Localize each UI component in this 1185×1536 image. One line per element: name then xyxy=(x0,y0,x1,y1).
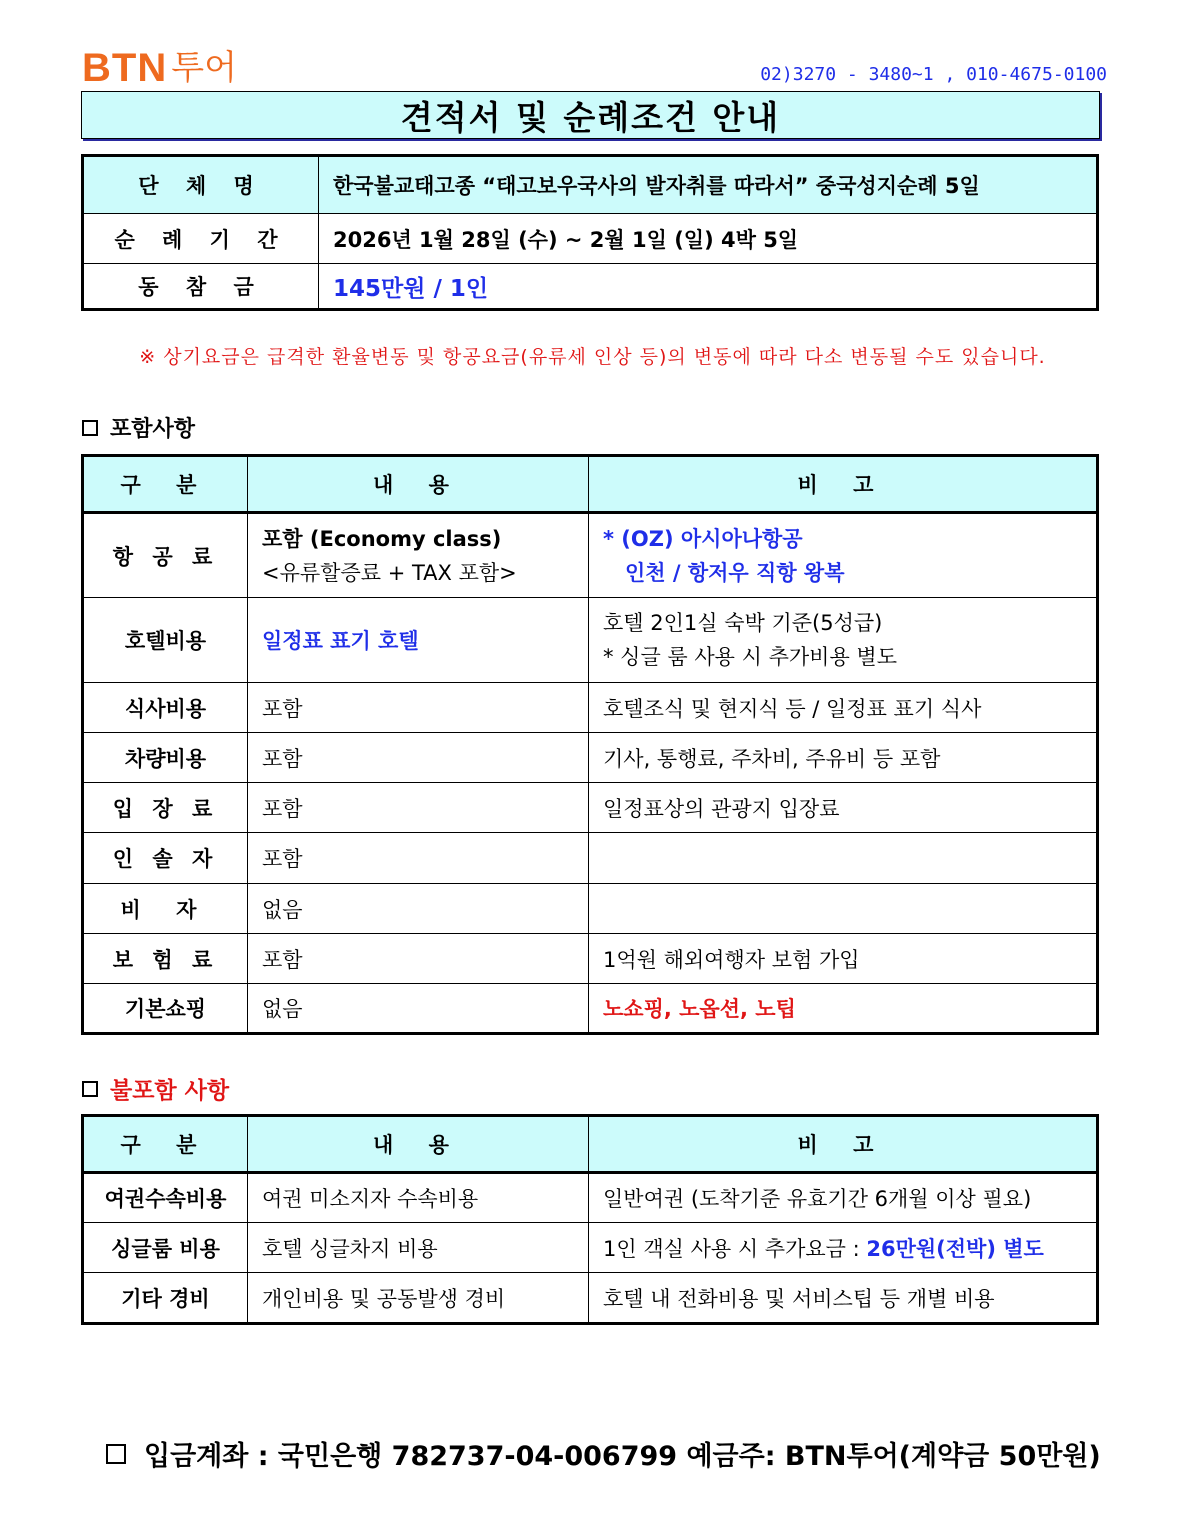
excluded-heading-text: 불포함 사항 xyxy=(110,1078,230,1104)
period-value: 2026년 1월 28일 (수) ~ 2월 1일 (일) 4박 5일 xyxy=(319,214,1098,264)
col-content: 내 용 xyxy=(248,456,589,513)
table-row xyxy=(83,934,1098,984)
table-row xyxy=(83,598,1098,683)
col-content: 내 용 xyxy=(248,1116,589,1173)
row-category: 입 장 료 xyxy=(83,783,248,833)
single-charge-amount: 26만원(전박) 별도 xyxy=(866,1236,1044,1261)
row-content: 호텔 싱글차지 비용 xyxy=(248,1223,589,1273)
row-content: 여권 미소지자 수속비용 xyxy=(248,1173,589,1223)
phone-numbers: 02)3270 - 3480~1 , 010-4675-0100 xyxy=(760,64,1107,85)
row-category: 차량비용 xyxy=(83,733,248,783)
col-note: 비 고 xyxy=(589,1116,1098,1173)
table-row xyxy=(83,783,1098,833)
row-note xyxy=(589,833,1098,884)
col-category: 구 분 xyxy=(83,1116,248,1173)
btn-tour-logo xyxy=(82,44,237,88)
deposit-account-text: 입금계좌 : 국민은행 782737-04-006799 예금주: BTN투어(계약금 50만원) xyxy=(144,1441,1101,1472)
group-name-label: 단 체 명 xyxy=(83,156,319,214)
row-content xyxy=(248,513,589,598)
row-category: 보 험 료 xyxy=(83,934,248,984)
row-note: 노쇼핑, 노옵션, 노팁 xyxy=(589,984,1098,1034)
row-category: 기타 경비 xyxy=(83,1273,248,1324)
table-row xyxy=(83,984,1098,1034)
row-content: 포함 xyxy=(248,833,589,884)
table-row xyxy=(83,884,1098,934)
period-label: 순 례 기 간 xyxy=(83,214,319,264)
row-category: 여권수속비용 xyxy=(83,1173,248,1223)
checkbox-square-icon xyxy=(82,420,98,436)
row-category: 비 자 xyxy=(83,884,248,934)
single-room-note: * 싱글 룸 사용 시 추가비용 별도 xyxy=(603,645,897,669)
row-content: 포함 xyxy=(248,783,589,833)
row-note: 호텔 내 전화비용 및 서비스팁 등 개별 비용 xyxy=(589,1273,1098,1324)
logo-brand: BTN xyxy=(82,46,168,90)
row-content: 없음 xyxy=(248,984,589,1034)
excluded-heading xyxy=(82,1072,229,1105)
row-content: 개인비용 및 공동발생 경비 xyxy=(248,1273,589,1324)
row-content: 포함 xyxy=(248,934,589,984)
included-heading xyxy=(82,412,195,443)
table-row xyxy=(83,513,1098,598)
row-category: 호텔비용 xyxy=(83,598,248,683)
fee-value: 145만원 / 1인 xyxy=(319,264,1098,310)
row-category: 싱글룸 비용 xyxy=(83,1223,248,1273)
row-note: 일반여권 (도착기준 유효기간 6개월 이상 필요) xyxy=(589,1173,1098,1223)
row-content: 없음 xyxy=(248,884,589,934)
fee-label: 동 참 금 xyxy=(83,264,319,310)
col-note: 비 고 xyxy=(589,456,1098,513)
row-content: 포함 xyxy=(248,733,589,783)
hotel-note: 호텔 2인1실 숙박 기준(5성급) xyxy=(603,611,883,635)
info-table xyxy=(81,154,1099,311)
row-content: 포함 xyxy=(248,683,589,733)
row-note xyxy=(589,1223,1098,1273)
table-row xyxy=(83,733,1098,783)
table-row xyxy=(83,683,1098,733)
row-category: 기본쇼핑 xyxy=(83,984,248,1034)
price-notice: ※ 상기요금은 급격한 환율변동 및 항공요금(유류세 인상 등)의 변동에 따라 다소 변동될 수도 있습니다. xyxy=(139,346,1046,368)
row-note: 1억원 해외여행자 보험 가입 xyxy=(589,934,1098,984)
table-row xyxy=(83,1223,1098,1273)
row-note xyxy=(589,513,1098,598)
row-category: 식사비용 xyxy=(83,683,248,733)
included-table xyxy=(81,454,1099,1035)
table-row xyxy=(83,1173,1098,1223)
group-name-value: 한국불교태고종 “태고보우국사의 발자취를 따라서” 중국성지순례 5일 xyxy=(319,156,1098,214)
logo-korean: 투어 xyxy=(171,48,237,88)
excluded-table xyxy=(81,1114,1099,1325)
table-row xyxy=(83,833,1098,884)
airline-note: * (OZ) 아시아나항공 xyxy=(603,526,803,551)
checkbox-square-icon xyxy=(82,1081,98,1097)
airfare-content-sub: <유류할증료 + TAX 포함> xyxy=(262,560,517,585)
checkbox-square-icon xyxy=(106,1444,126,1464)
row-note: 일정표상의 관광지 입장료 xyxy=(589,783,1098,833)
page-title: 견적서 및 순례조건 안내 xyxy=(81,91,1100,139)
row-category: 인 솔 자 xyxy=(83,833,248,884)
table-row xyxy=(83,1273,1098,1324)
row-content: 일정표 표기 호텔 xyxy=(248,598,589,683)
row-note: 기사, 통행료, 주차비, 주유비 등 포함 xyxy=(589,733,1098,783)
single-charge-note: 1인 객실 사용 시 추가요금 : xyxy=(603,1236,867,1261)
row-note xyxy=(589,884,1098,934)
airfare-content: 포함 (Economy class) xyxy=(262,526,502,551)
route-note: 인천 / 항저우 직항 왕복 xyxy=(625,560,845,585)
row-note xyxy=(589,598,1098,683)
deposit-account xyxy=(106,1434,1101,1473)
row-category: 항 공 료 xyxy=(83,513,248,598)
col-category: 구 분 xyxy=(83,456,248,513)
included-heading-text: 포함사항 xyxy=(110,417,196,442)
row-note: 호텔조식 및 현지식 등 / 일정표 표기 식사 xyxy=(589,683,1098,733)
